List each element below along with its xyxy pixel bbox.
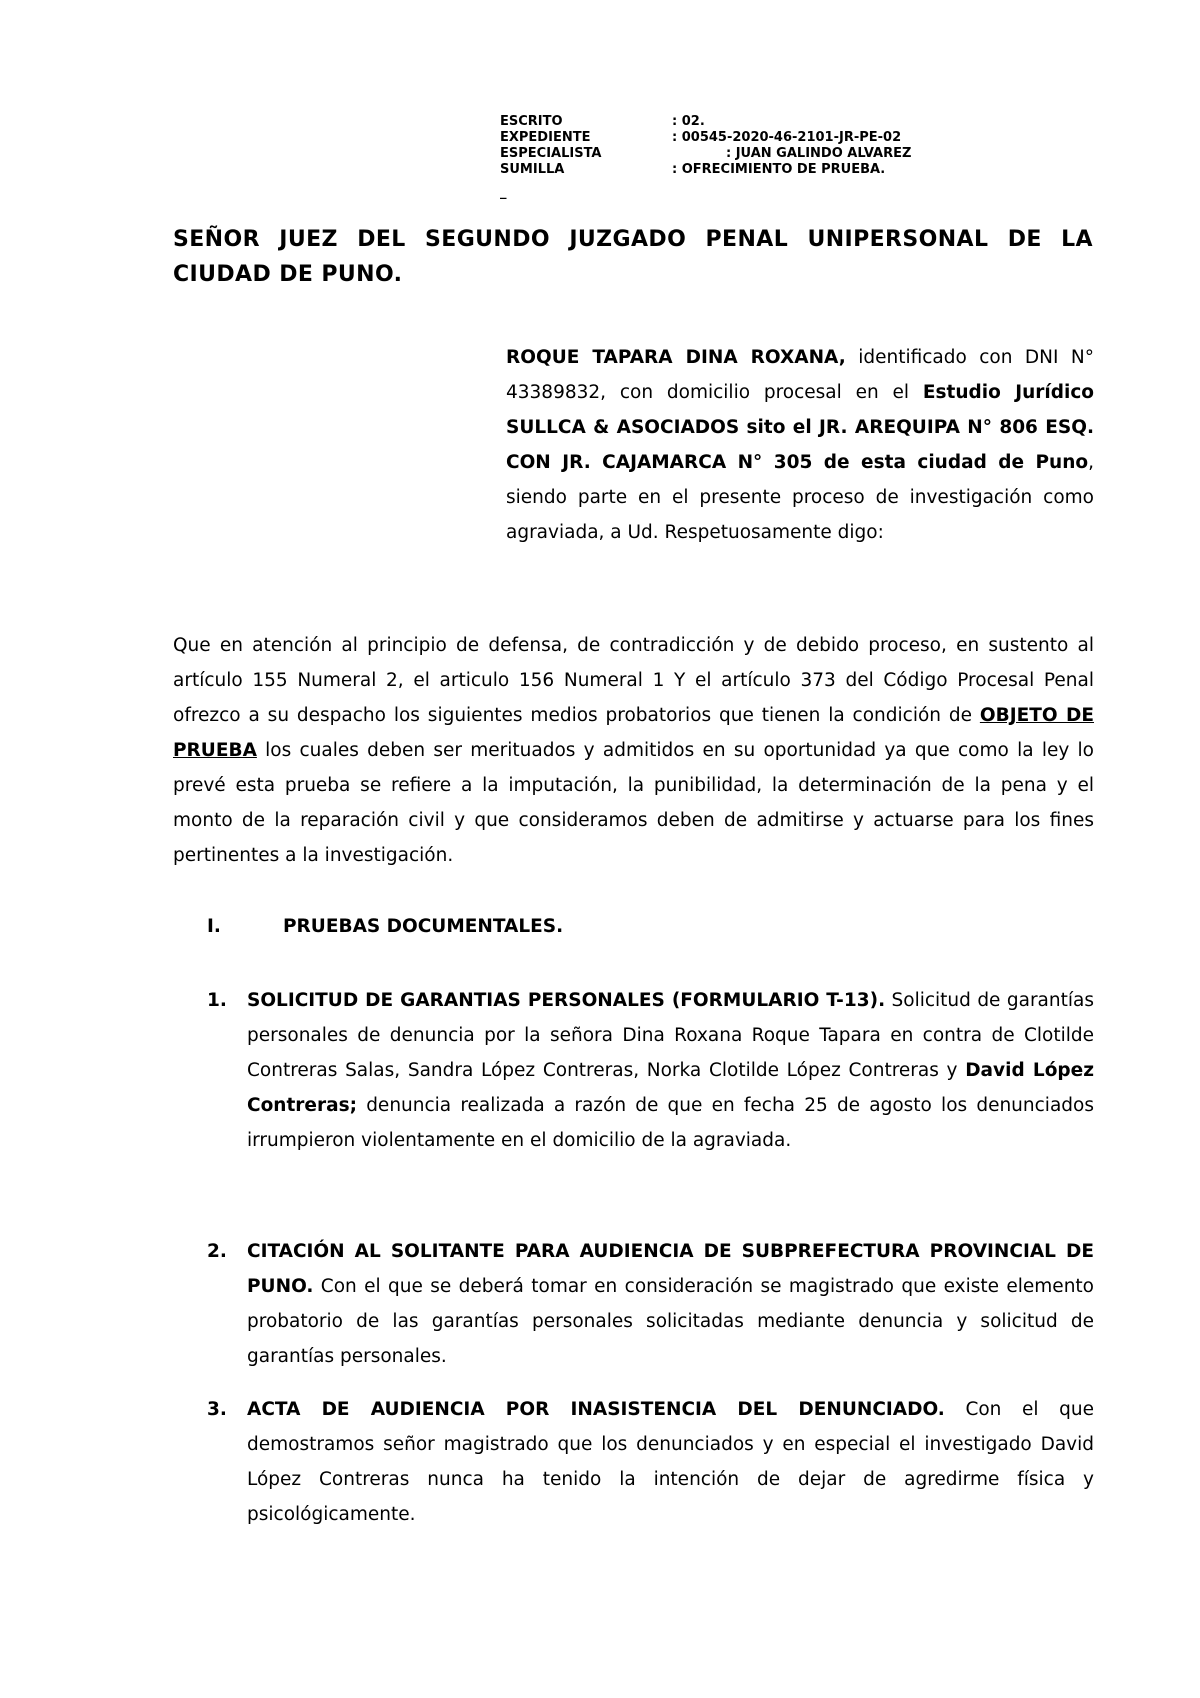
- item-text: [247, 983, 1094, 1158]
- case-header: [500, 114, 911, 178]
- item-text: [247, 1234, 1094, 1374]
- section-heading: [207, 916, 563, 937]
- item-heading: CITACIÓN AL SOLITANTE PARA AUDIENCIA DE SUBPREFECTURA PROVINCIAL DE PUNO.: [247, 1241, 1094, 1297]
- header-row-expediente: [500, 130, 911, 146]
- list-item: [207, 1234, 1094, 1374]
- item-bold: David López Contreras;: [247, 1060, 1094, 1116]
- item-text: [247, 1392, 1094, 1532]
- header-value: : 00545-2020-46-2101-JR-PE-02: [672, 130, 902, 145]
- item-heading: SOLICITUD DE GARANTIAS PERSONALES (FORMULARIO T-13).: [247, 990, 886, 1011]
- header-key: SUMILLA: [500, 162, 565, 177]
- header-row-especialista: [500, 146, 911, 162]
- item-number: 2.: [207, 1241, 227, 1262]
- header-row-escrito: [500, 114, 911, 130]
- item-body: Solicitud de garantías personales de denuncia por la señora Dina Roxana Roque Tapara en contra de Clotilde Contreras Salas, Sandra López Contreras, Norka Clotilde López Contreras y: [247, 990, 1094, 1081]
- body-paragraph: [173, 628, 1094, 873]
- item-number: 3.: [207, 1399, 227, 1420]
- section-label: PRUEBAS DOCUMENTALES.: [283, 916, 564, 937]
- item-number: 1.: [207, 990, 227, 1011]
- intro-paragraph: [506, 340, 1094, 550]
- plaintiff-name: ROQUE TAPARA DINA ROXANA,: [506, 347, 846, 368]
- item-heading: ACTA DE AUDIENCIA POR INASISTENCIA DEL DENUNCIADO.: [247, 1399, 945, 1420]
- list-item: [207, 983, 1094, 1158]
- section-number: I.: [207, 916, 221, 937]
- body-text: Que en atención al principio de defensa, de contradicción y de debido proceso, en sustento al artículo 155 Numeral 2, el articulo 156 Numeral 1 Y el artículo 373 del Código Procesal Penal ofrezco a su despacho los siguientes medios probatorios que tienen la condición de: [173, 635, 1094, 726]
- intro-text: identificado con DNI N° 43389832, con domicilio procesal en el: [506, 347, 1094, 403]
- body-text: los cuales deben ser merituados y admitidos en su oportunidad ya que como la ley lo prevé esta prueba se refiere a la imputación, la punibilidad, la determinación de la pena y el monto de la reparación civil y que consideramos deben de admitirse y actuarse para los fines pertinentes a la investigación.: [173, 740, 1094, 866]
- header-value: : 02.: [672, 114, 705, 129]
- header-key: EXPEDIENTE: [500, 130, 591, 145]
- item-body: Con el que demostramos señor magistrado que los denunciados y en especial el investigado David López Contreras nunca ha tenido la intención de dejar de agredirme física y psicológicamente.: [247, 1399, 1094, 1525]
- item-body: denuncia realizada a razón de que en fecha 25 de agosto los denunciados irrumpieron violentamente en el domicilio de la agraviada.: [247, 1095, 1094, 1151]
- header-key: ESCRITO: [500, 114, 563, 129]
- header-dash: _: [500, 185, 507, 200]
- list-item: [207, 1392, 1094, 1532]
- legal-address: Estudio Jurídico SULLCA & ASOCIADOS sito el JR. AREQUIPA N° 806 ESQ. CON JR. CAJAMARCA N° 305 de esta ciudad de Puno: [506, 382, 1094, 473]
- header-row-sumilla: [500, 162, 911, 178]
- header-value: : JUAN GALINDO ALVAREZ: [726, 146, 912, 161]
- header-key: ESPECIALISTA: [500, 146, 602, 161]
- intro-text: , siendo parte en el presente proceso de investigación como agraviada, a Ud. Respetuosamente digo:: [506, 452, 1094, 543]
- header-value: : OFRECIMIENTO DE PRUEBA.: [672, 162, 886, 177]
- underlined-term: OBJETO DE PRUEBA: [173, 705, 1094, 761]
- document-title: SEÑOR JUEZ DEL SEGUNDO JUZGADO PENAL UNIPERSONAL DE LA CIUDAD DE PUNO.: [173, 227, 1093, 287]
- item-body: Con el que se deberá tomar en consideración se magistrado que existe elemento probatorio de las garantías personales solicitadas mediante denuncia y solicitud de garantías personales.: [247, 1276, 1094, 1367]
